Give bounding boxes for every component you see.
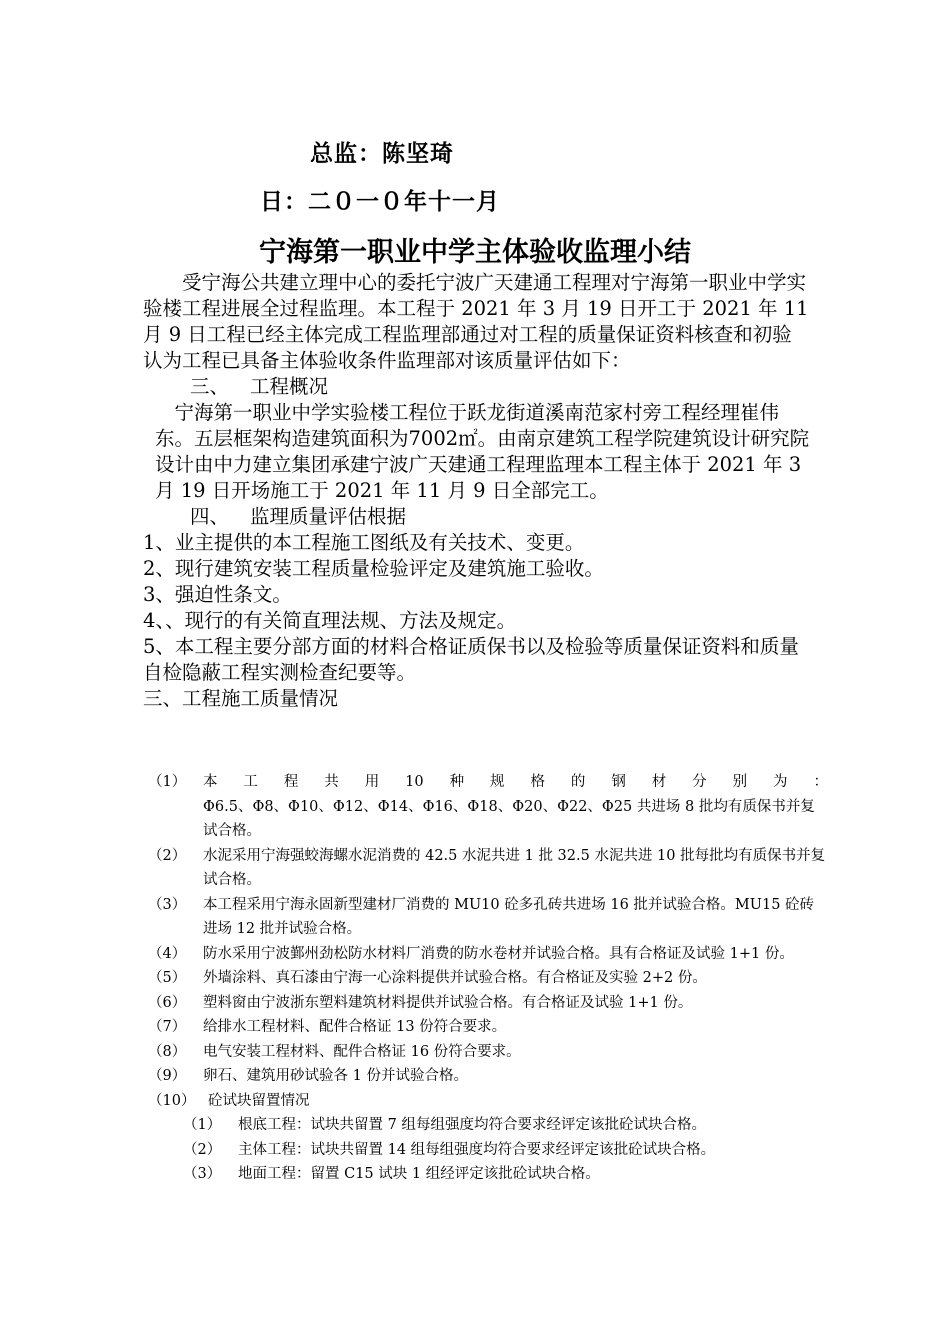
item-text: 外墙涂料、真石漆由宁海一心涂料提供并试验合格。有合格证及实验 2+2 份。 (203, 970, 707, 986)
basis-item: 4、、现行的有关简直理法规、方法及规定。 (143, 609, 517, 632)
item-text: 水泥采用宁海强蛟海螺水泥消费的 42.5 水泥共进 1 批 32.5 水泥共进 10 批每批均有质保书并复试合格。 (203, 847, 826, 888)
item-number: （3） (148, 896, 187, 913)
item-text: 本工程采用宁海永固新型建材厂消费的 MU10 砼多孔砖共进场 16 批并试验合格。MU15 砼砖进场 12 批并试验合格。 (203, 896, 815, 937)
chief-supervisor-line: 总监：陈坚琦 (310, 140, 454, 167)
document-title: 宁海第一职业中学主体验收监理小结 (259, 237, 691, 268)
section-heading-basis (143, 504, 811, 530)
item-text: 给排水工程材料、配件合格证 13 份符合要求。 (203, 1019, 507, 1035)
basis-item: 3、强迫性条文。 (143, 583, 292, 606)
basis-item: 5、本工程主要分部方面的材料合格证质保书以及检验等质量保证资料和质量自检隐蔽工程实测检查纪要等。 (143, 635, 799, 684)
list-item (148, 770, 828, 844)
list-item (148, 942, 828, 967)
item-number: （5） (148, 970, 187, 986)
section-label: 工程概况 (250, 375, 329, 398)
list-item (148, 844, 828, 893)
sub-item-number: （2） (183, 1141, 222, 1158)
item-text: 防水采用宁波鄞州劲松防水材料厂消费的防水卷材并试验合格。具有合格证及试验 1+1 份。 (203, 945, 794, 962)
sub-list-item (148, 1113, 828, 1138)
list-item (148, 1089, 828, 1114)
list-item (148, 966, 828, 991)
item-number: （2） (148, 847, 187, 864)
sub-item-text: 根底工程：试块共留置 7 组每组强度均符合要求经评定该批砼试块合格。 (238, 1117, 706, 1133)
quality-items-list (148, 770, 828, 1187)
item-text: Φ6.5、Φ8、Φ10、Φ12、Φ14、Φ16、Φ18、Φ20、Φ22、Φ25 共进场 8 批均有质保书并复试合格。 (203, 798, 815, 839)
item-text: 电气安装工程材料、配件合格证 16 份符合要求。 (203, 1043, 521, 1060)
list-item (148, 1040, 828, 1065)
overview-paragraph: 宁海第一职业中学实验楼工程位于跃龙街道溪南范家村旁工程经理崔伟东。五层框架构造建筑面积为7002㎡。由南京建筑工程学院建筑设计研究院设计由中力建立集团承建宁波广天建通工程理监理本工程主体于 2021 年 3 月 19 日开场施工于 2021 年 11 月 9 日全部完工。 (155, 401, 810, 502)
sub-item-text: 地面工程：留置 C15 试块 1 组经评定该批砼试块合格。 (238, 1166, 600, 1182)
item-number: （6） (148, 994, 187, 1011)
item-number: （8） (148, 1043, 187, 1060)
item-number: （9） (148, 1068, 187, 1084)
section-number: 三、 (190, 375, 230, 398)
basis-item: 1、业主提供的本工程施工图纸及有关技术、变更。 (143, 531, 585, 554)
item-text: 本工程共用10种规格的钢材分别为： (203, 774, 828, 790)
intro-paragraph: 受宁海公共建立理中心的委托宁波广天建通工程理对宁海第一职业中学实验楼工程进展全过程监理。本工程于 2021 年 3 月 19 日开工于 2021 年 11 月 9 日工程已经主体完成工程监理部通过对工程的质量保证资料核查和初验认为工程已具备主体验收条件监理部对该质量评估如下： (143, 271, 809, 372)
sub-list-item (148, 1138, 828, 1163)
section-heading-overview (143, 374, 811, 400)
item-number: （10） (148, 1092, 196, 1109)
document-body (143, 270, 811, 712)
section-label: 监理质量评估根据 (250, 505, 407, 528)
item-number: （7） (148, 1019, 187, 1035)
item-text: 卵石、建筑用砂试验各 1 份并试验合格。 (203, 1068, 468, 1084)
list-item (148, 1064, 828, 1089)
section-number: 四、 (190, 505, 230, 528)
list-item (148, 893, 828, 942)
list-item (148, 991, 828, 1016)
basis-item: 2、现行建筑安装工程质量检验评定及建筑施工验收。 (143, 557, 604, 580)
list-item (148, 1015, 828, 1040)
item-text: 砼试块留置情况 (208, 1092, 310, 1109)
sub-item-number: （3） (183, 1166, 222, 1182)
date-line: 日：二０一０年十一月 (260, 188, 500, 215)
sub-list-item (148, 1162, 828, 1187)
item-text: 塑料窗由宁波浙东塑料建筑材料提供并试验合格。有合格证及试验 1+1 份。 (203, 994, 693, 1011)
sub-item-text: 主体工程：试块共留置 14 组每组强度均符合要求经评定该批砼试块合格。 (238, 1141, 716, 1158)
sub-item-number: （1） (183, 1117, 222, 1133)
item-number: （1） (148, 774, 187, 790)
section-heading-quality: 三、工程施工质量情况 (143, 687, 339, 710)
item-number: （4） (148, 945, 187, 962)
